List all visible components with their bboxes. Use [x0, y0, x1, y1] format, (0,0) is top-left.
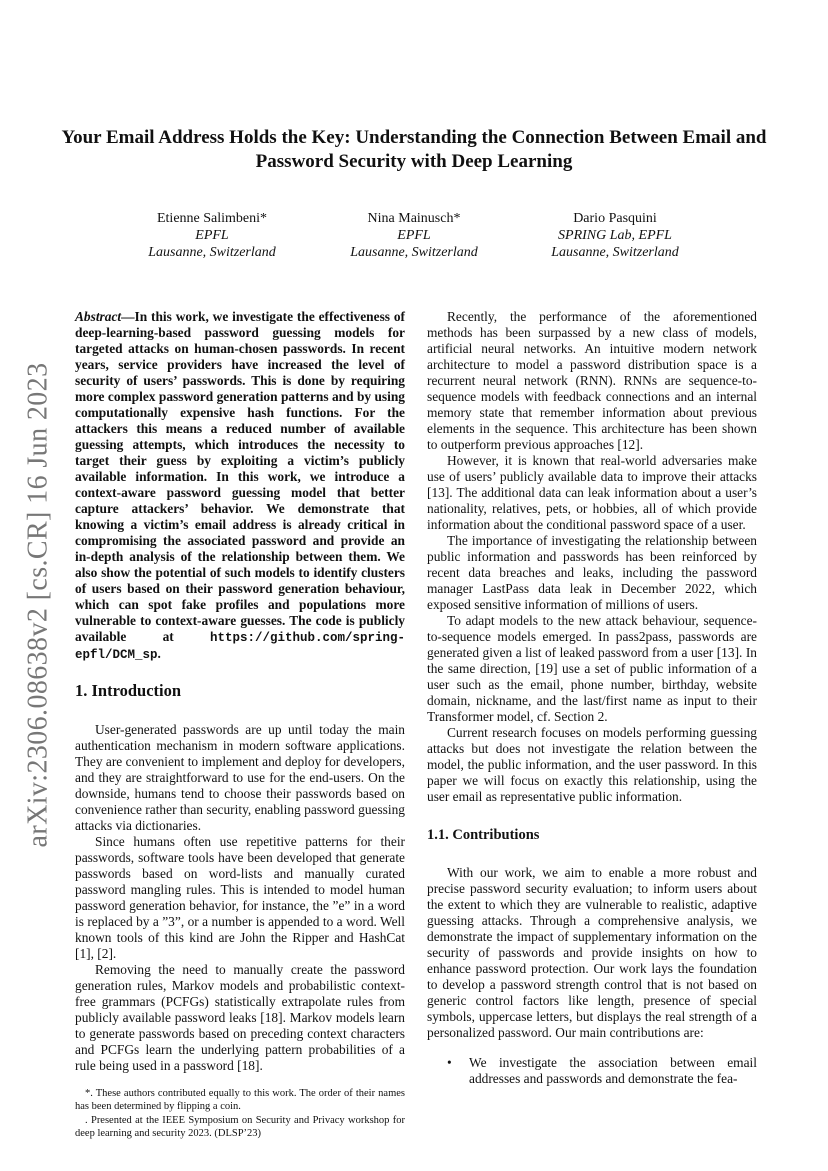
author-location: Lausanne, Switzerland — [350, 245, 478, 260]
footnotes — [75, 1088, 405, 1140]
author-name: Etienne Salimbeni* — [156, 211, 268, 226]
author-affiliation: EPFL — [195, 228, 229, 243]
intro-paragraph-8: Current research focuses on models performing guessing attacks but does not investigate the relation between the model, the public information, and the user password. In this paper we will focus on exactly this relationship, using the user email as representative public information. — [427, 725, 757, 804]
author-affiliation: SPRING Lab, EPFL — [558, 228, 672, 243]
left-column — [75, 309, 405, 1142]
list-item-text: We investigate the association between email addresses and passwords and demonstrate the fea- — [469, 1055, 757, 1086]
footnote-venue: . Presented at the IEEE Symposium on Security and Privacy workshop for deep learning and security 2023. (DLSP’23) — [75, 1115, 405, 1139]
author-2 — [304, 210, 524, 261]
intro-paragraph-1: User-generated passwords are up until today the main authentication mechanism in modern software applications. They are convenient to implement and deploy for developers, and they are straightforward to use for the end-users. On the downside, humans tend to choose their passwords based on convenience rather than security, enabling password guessing attacks via dictionaries. — [75, 722, 405, 833]
author-1 — [102, 210, 322, 261]
intro-paragraph-5: However, it is known that real-world adversaries make use of users’ publicly available data to improve their attacks [13]. The additional data can leak information about a user’s nationality, relatives, pets, or hobbies, all of which provide information about the conditional password space of a user. — [427, 453, 757, 532]
code-repository-link[interactable]: https://github.com/spring-epfl/DCM_sp — [75, 631, 405, 662]
contributions-paragraph: With our work, we aim to enable a more robust and precise password security evaluation; to inform users about the extent to which they are vulnerable to realistic, adaptive guessing attacks. Through a comprehensive analysis, we demonstrate the impact of supplementary information on the security of passwords and provide insights on how to enhance password protection. Our work lays the foundation to develop a password strength control that is not based on generic control factors like length, presence of special symbols, uppercase letters, but displays the real strength of a personalized password. Our main contributions are: — [427, 865, 757, 1040]
section-heading-contributions: 1.1. Contributions — [427, 827, 540, 843]
contributions-list — [427, 1055, 757, 1087]
abstract-label: Abstract — [75, 309, 122, 324]
arxiv-identifier-stamp: arXiv:2306.08638v2 [cs.CR] 16 Jun 2023 — [22, 362, 54, 848]
intro-paragraph-2: Since humans often use repetitive patterns for their passwords, software tools have been developed that generate passwords based on word-lists and manually curated password mangling rules. This is intended to model human password generation behavior, for instance, the ”e” in a word is replaced by a ”3”, or a number is appended to a word. Well known tools of this kind are John the Ripper and HashCat [1], [2]. — [75, 834, 405, 961]
intro-paragraph-6: The importance of investigating the relationship between public information and passwords has been reinforced by recent data breaches and leaks, including the password manager LastPass data leak in December 2022, which exposed sensitive information of millions of users. — [427, 533, 757, 612]
footnote-equal-contribution: *. These authors contributed equally to this work. The order of their names has been determined by flipping a coin. — [75, 1088, 405, 1112]
author-3 — [505, 210, 725, 261]
author-location: Lausanne, Switzerland — [551, 245, 679, 260]
abstract — [75, 309, 405, 663]
author-affiliation: EPFL — [397, 228, 431, 243]
abstract-text: —In this work, we investigate the effectiveness of deep-learning-based password guessing models for targeted attacks on human-chosen passwords. In recent years, service providers have increased the level of security of users’ passwords. This is done by requiring more complex password generation patterns and by using computationally expensive hash functions. For the attackers this means a reduced number of available guessing attempts, which introduces the necessity to target their guess by exploiting a victim’s publicly available information. In this work, we introduce a context-aware password guessing model that better capture attackers’ behavior. We demonstrate that knowing a victim’s email address is already critical in compromising the associated password and provide an in-depth analysis of the relationship between them. We also show the potential of such models to identify clusters of users based on their password generation behaviour, which can spot fake profiles and populations more vulnerable to context-aware guesses. The code is publicly available at — [75, 309, 405, 644]
author-name: Nina Mainusch* — [367, 211, 461, 226]
bullet-icon: • — [447, 1055, 452, 1070]
intro-paragraph-3: Removing the need to manually create the password generation rules, Markov models and probabilistic context-free grammars (PCFGs) statistically extrapolate rules from publicly available password leaks [18]. Markov models learn to generate passwords based on preceding context characters and PCFGs learn the underlying pattern probabilities of a rule being used in a password [18]. — [75, 962, 405, 1073]
paper-title: Your Email Address Holds the Key: Understanding the Connection Between Email and Password Security with Deep Learning — [61, 127, 767, 172]
intro-paragraph-7: To adapt models to the new attack behaviour, sequence-to-sequence models emerged. In pass2pass, passwords are generated given a list of leaked password from a user [13]. In the same direction, [19] use a set of public information of a user such as the email, phone number, birthday, website domain, nickname, and the last/first name as input to their Transformer model, cf. Section 2. — [427, 613, 757, 724]
abstract-end: . — [157, 646, 161, 661]
section-heading-introduction: 1. Introduction — [75, 681, 182, 700]
author-location: Lausanne, Switzerland — [148, 245, 276, 260]
list-item — [447, 1055, 757, 1087]
author-name: Dario Pasquini — [573, 211, 657, 226]
intro-paragraph-4: Recently, the performance of the aforementioned methods has been surpassed by a new class of models, artificial neural networks. An intuitive modern network architecture to model a password distribution space is a recurrent neural network (RNN). RNNs are sequence-to-sequence models with feedback connections and an internal memory state that remember information about previous elements in the sequence. This architecture has been shown to outperform previous approaches [12]. — [427, 309, 757, 452]
right-column — [427, 309, 757, 1087]
